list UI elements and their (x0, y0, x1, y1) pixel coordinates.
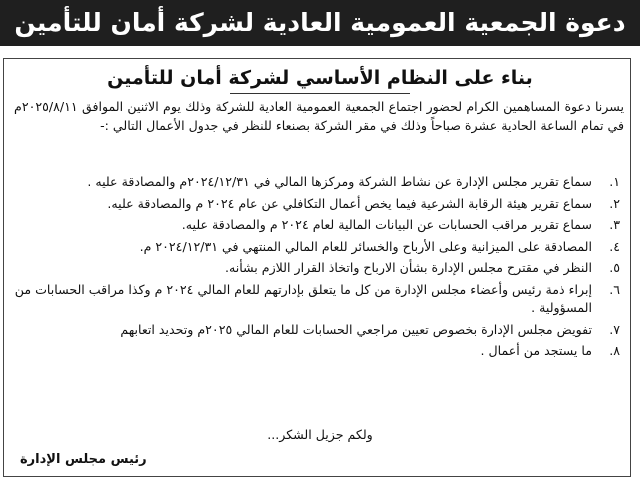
agenda-item-text: تفويض مجلس الإدارة بخصوص تعيين مراجعي الحسابات للعام المالي ٢٠٢٥م وتحديد اتعابهم (120, 321, 592, 337)
closing-line: ولكم جزيل الشكر... (267, 427, 373, 442)
agenda-item-text: سماع تقرير مراقب الحسابات عن البيانات المالية لعام ٢٠٢٤ م والمصادقة عليه. (181, 217, 592, 232)
agenda-item (14, 259, 624, 278)
agenda-item (14, 173, 624, 192)
agenda-item-text: النظر في مقترح مجلس الإدارة بشأن الارباح واتخاذ القرار اللازم بشأنه. (224, 260, 592, 275)
agenda-item-text: سماع تقرير مجلس الإدارة عن نشاط الشركة ومركزها المالي في ٢٠٢٤/١٢/٣١م والمصادقة عليه . (87, 174, 592, 189)
agenda-item (14, 216, 624, 235)
agenda-item-number: ٤. (609, 238, 620, 254)
signature: رئيس مجلس الإدارة (20, 452, 147, 467)
agenda-item-number: ٣. (609, 217, 620, 232)
agenda-item (14, 238, 624, 257)
agenda-item-number: ١. (609, 174, 620, 189)
notice-heading: بناء على النظام الأساسي لشركة أمان للتأمين (107, 67, 533, 89)
agenda-item (14, 195, 624, 214)
banner-title: دعوة الجمعية العمومية العادية لشركة أمان للتأمين (0, 0, 640, 46)
agenda-item-number: ٨. (609, 343, 620, 358)
agenda-item-text: سماع تقرير هيئة الرقابة الشرعية فيما يخص أعمال التكافلي عن عام ٢٠٢٤ م والمصادقة عليه. (107, 195, 592, 211)
agenda-item-number: ٢. (609, 195, 620, 211)
notice-intro: يسرنا دعوة المساهمين الكرام لحضور اجتماع الجمعية العمومية العادية للشركة وذلك يوم الاثنين الموافق ٢٠٢٥/٨/١١م في تمام الساعة الحادية عشرة صباحاً وذلك في مقر الشركة بصنعاء للنظر في جدول الأعمال التالي :- (14, 99, 624, 133)
agenda-item-number: ٧. (609, 321, 620, 337)
agenda-item (14, 281, 624, 318)
agenda-item (14, 342, 624, 361)
agenda-item-text: المصادقة على الميزانية وعلى الأرباح والخسائر للعام المالي المنتهي في ٢٠٢٤/١٢/٣١ م. (139, 238, 592, 254)
agenda-item-text: إبراء ذمة رئيس وأعضاء مجلس الإدارة من كل ما يتعلق بإدارتهم للعام المالي ٢٠٢٤ م وكذا مراقب الحسابات من المسؤولية . (14, 281, 592, 315)
agenda-item-number: ٥. (609, 260, 620, 275)
agenda-item-text: ما يستجد من أعمال . (480, 343, 592, 358)
heading-underline (230, 93, 410, 94)
agenda-item-number: ٦. (609, 281, 620, 297)
agenda-item (14, 321, 624, 340)
agenda-list (14, 173, 624, 364)
